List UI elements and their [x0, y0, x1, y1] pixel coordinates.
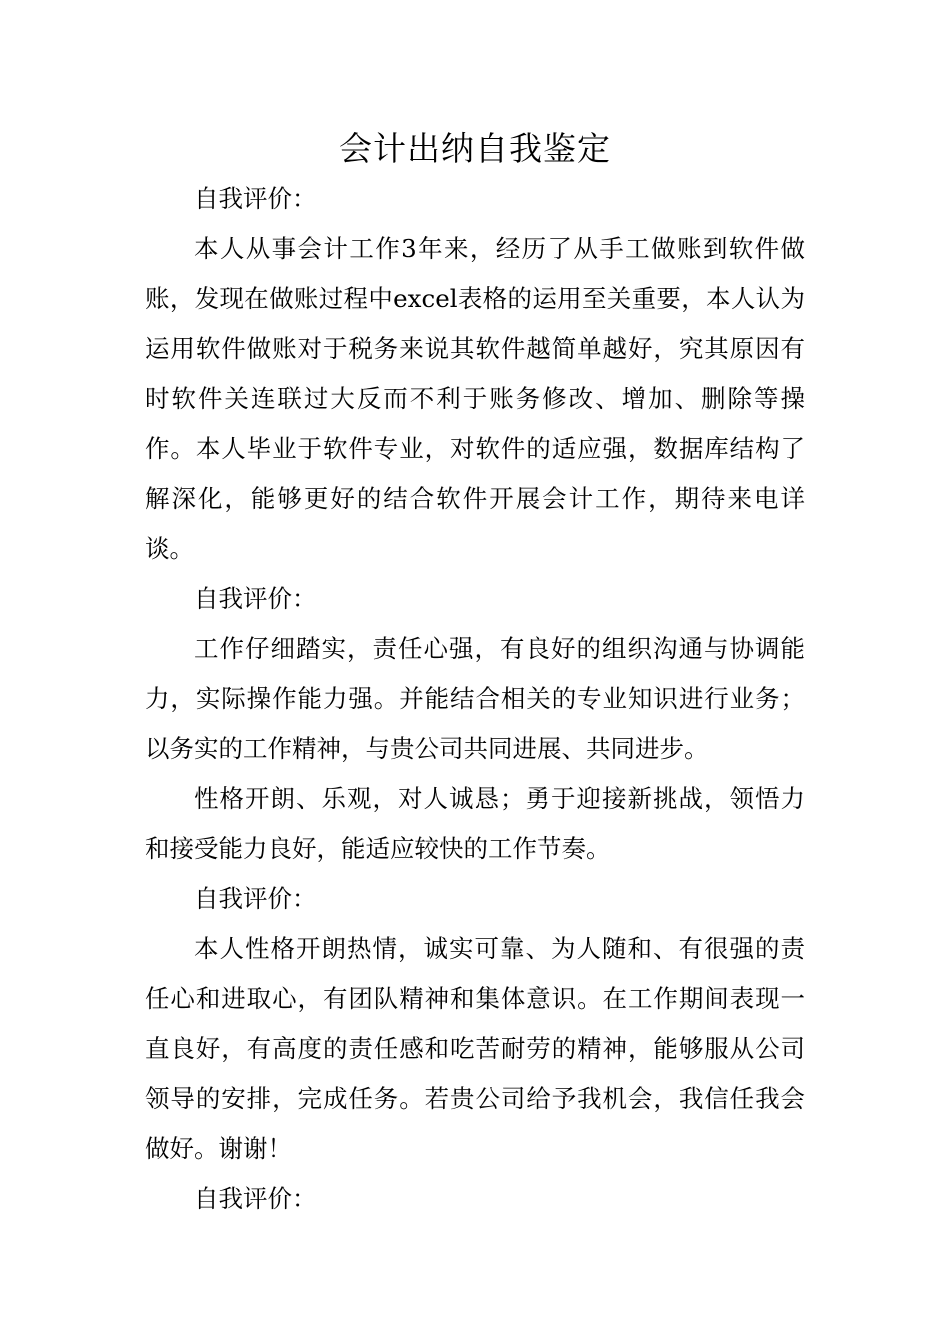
- paragraph: 本人从事会计工作3年来，经历了从手工做账到软件做账，发现在做账过程中excel表格的运用至关重要，本人认为运用软件做账对于税务来说其软件越简单越好，究其原因有时软件关连联过大反而不利于账务修改、增加、删除等操作。本人毕业于软件专业，对软件的适应强，数据库结构了解深化，能够更好的结合软件开展会计工作，期待来电详谈。: [145, 234, 805, 563]
- document-title: 会计出纳自我鉴定: [339, 129, 611, 168]
- paragraph: 本人性格开朗热情，诚实可靠、为人随和、有很强的责任心和进取心，有团队精神和集体意识。在工作期间表现一直良好，有高度的责任感和吃苦耐劳的精神，能够服从公司领导的安排，完成任务。若贵公司给予我机会，我信任我会做好。谢谢！: [145, 934, 805, 1163]
- section-heading: 自我评价：: [194, 1184, 317, 1213]
- section-heading: 自我评价：: [194, 584, 317, 613]
- section-heading: 自我评价：: [194, 184, 317, 213]
- section-heading: 自我评价：: [194, 884, 317, 913]
- document-body: [145, 174, 805, 1224]
- paragraph: 性格开朗、乐观，对人诚恳；勇于迎接新挑战，领悟力和接受能力良好，能适应较快的工作节奏。: [145, 784, 805, 863]
- paragraph: 工作仔细踏实，责任心强，有良好的组织沟通与协调能力，实际操作能力强。并能结合相关的专业知识进行业务；以务实的工作精神，与贵公司共同进展、共同进步。: [145, 634, 805, 763]
